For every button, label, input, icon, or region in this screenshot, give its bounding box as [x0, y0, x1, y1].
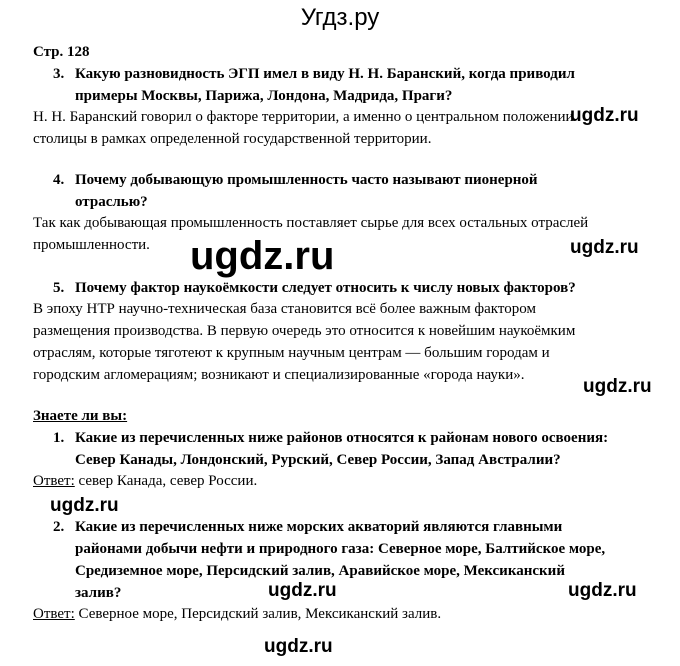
- section-title: Знаете ли вы:: [33, 408, 128, 424]
- question-number: 4.: [53, 172, 65, 188]
- know-1-answer: [33, 473, 257, 490]
- question-number: 2.: [53, 519, 65, 535]
- question-number: 5.: [53, 280, 65, 296]
- know-1-line-2: Север Канады, Лондонский, Рурский, Север России, Запад Австралии?: [75, 452, 561, 468]
- question-4-line-2: отраслью?: [75, 194, 148, 210]
- watermark: ugdz.ru: [570, 237, 639, 258]
- question-3-line-1: [53, 66, 575, 83]
- question-text: Почему добывающую промышленность часто называют пионерной: [75, 172, 538, 188]
- know-2-line-4: залив?: [75, 585, 122, 601]
- question-4-line-1: [53, 172, 538, 189]
- know-1-line-1: [53, 430, 608, 447]
- question-text: Какие из перечисленных ниже районов относятся к районам нового освоения:: [75, 430, 609, 446]
- know-2-answer: [33, 606, 441, 623]
- watermark: ugdz.ru: [570, 105, 639, 126]
- answer-5-line-2: размещения производства. В первую очередь это относится к новейшим наукоёмким: [33, 323, 576, 339]
- answer-label: Ответ:: [33, 606, 75, 622]
- answer-3-line-2: столицы в рамках определенной государственной территории.: [33, 131, 432, 147]
- watermark: ugdz.ru: [268, 580, 337, 601]
- page-label: Стр. 128: [33, 44, 90, 60]
- know-2-line-1: [53, 519, 562, 536]
- answer-5-line-3: отраслям, которые тяготеют к крупным научным центрам — большим городам и: [33, 345, 550, 361]
- site-title: Угдз.ру: [300, 4, 380, 31]
- question-text: Какие из перечисленных ниже морских акваторий являются главными: [75, 519, 563, 535]
- watermark: ugdz.ru: [264, 636, 333, 657]
- answer-text: север Канада, север России.: [74, 473, 258, 489]
- watermark: ugdz.ru: [568, 580, 637, 601]
- question-text: Почему фактор наукоёмкости следует относить к числу новых факторов?: [75, 280, 576, 296]
- answer-4-line-1: Так как добывающая промышленность поставляет сырье для всех остальных отраслей: [33, 215, 589, 231]
- answer-4-line-2: промышленности.: [33, 237, 150, 253]
- answer-text: Северное море, Персидский залив, Мексиканский залив.: [74, 606, 442, 622]
- answer-3-line-1: Н. Н. Баранский говорил о факторе территории, а именно о центральном положении: [33, 109, 574, 125]
- know-2-line-2: районами добычи нефти и природного газа: Северное море, Балтийское море,: [75, 541, 606, 557]
- question-3-line-2: примеры Москвы, Парижа, Лондона, Мадрида, Праги?: [75, 88, 453, 104]
- question-5-line-1: [53, 280, 576, 297]
- answer-5-line-4: городским агломерациям; возникают и специализированные «города науки».: [33, 367, 525, 383]
- watermark: ugdz.ru: [583, 376, 652, 397]
- watermark: ugdz.ru: [50, 495, 119, 516]
- answer-5-line-1: В эпоху НТР научно-техническая база становится всё более важным фактором: [33, 301, 536, 317]
- question-number: 1.: [53, 430, 65, 446]
- know-2-line-3: Средиземное море, Персидский залив, Аравийское море, Мексиканский: [75, 563, 565, 579]
- answer-label: Ответ:: [33, 473, 75, 489]
- watermark-large: ugdz.ru: [190, 234, 335, 278]
- question-number: 3.: [53, 66, 65, 82]
- question-text: Какую разновидность ЭГП имел в виду Н. Н. Баранский, когда приводил: [75, 66, 575, 82]
